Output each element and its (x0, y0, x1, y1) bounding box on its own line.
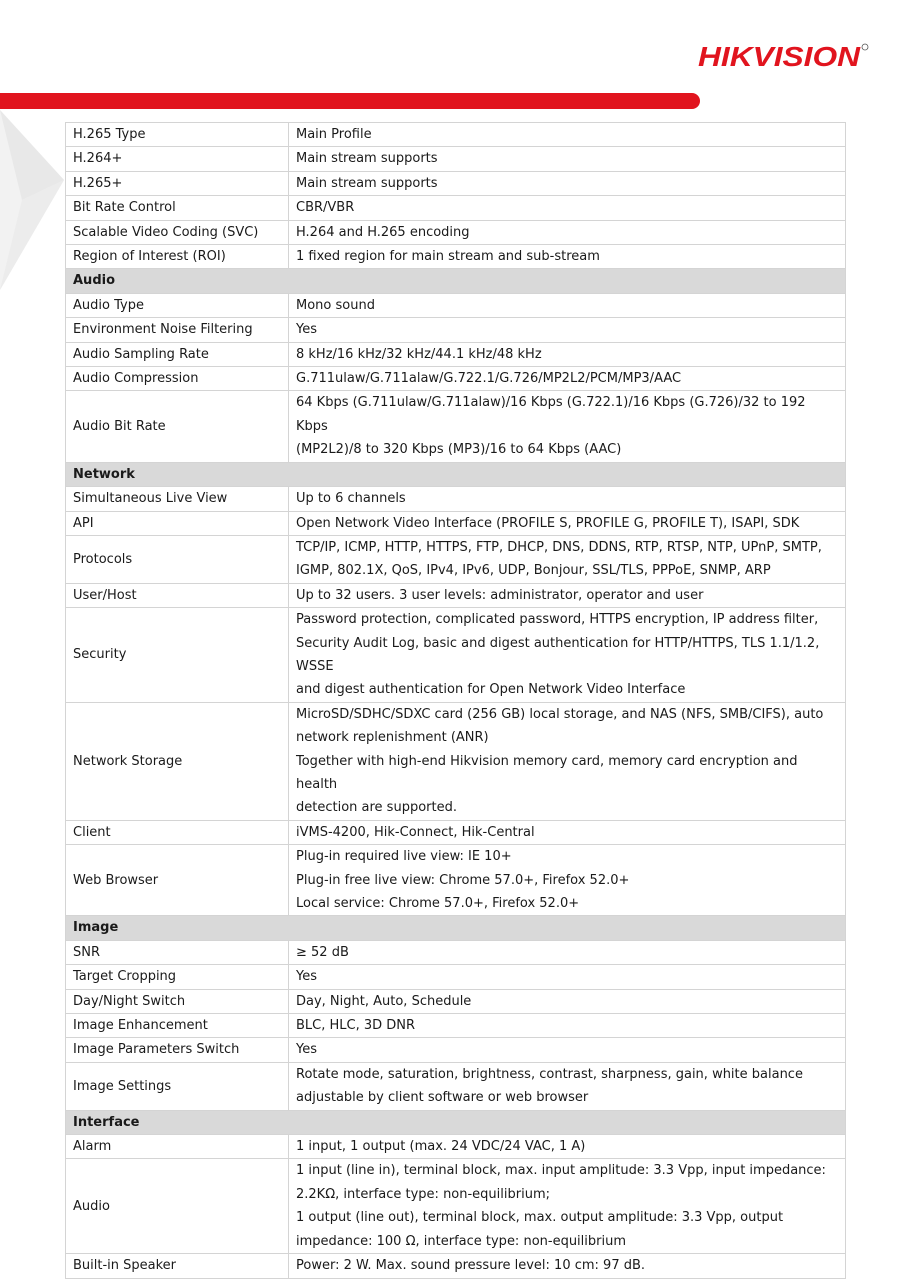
section-title: Audio (66, 269, 846, 293)
spec-value (289, 535, 846, 583)
spec-value-line: Password protection, complicated password, HTTPS encryption, IP address filter, (296, 612, 819, 628)
spec-label: H.265 Type (66, 123, 289, 147)
spec-label: API (66, 511, 289, 535)
spec-value-line: Main Profile (296, 127, 372, 142)
spec-value-line: and digest authentication for Open Network Video Interface (296, 682, 686, 698)
spec-row (66, 702, 846, 820)
hikvision-logo (698, 40, 870, 72)
spec-value-line: Open Network Video Interface (PROFILE S, PROFILE G, PROFILE T), ISAPI, SDK (296, 515, 800, 531)
spec-row (66, 511, 846, 535)
section-header-row (66, 462, 846, 486)
spec-value-line: Yes (296, 322, 317, 338)
spec-row (66, 1135, 846, 1159)
spec-row (66, 940, 846, 964)
spec-row (66, 487, 846, 511)
spec-row (66, 535, 846, 583)
spec-value-line: Plug-in free live view: Chrome 57.0+, Firefox 52.0+ (296, 872, 630, 888)
spec-row (66, 342, 846, 366)
spec-value-line: adjustable by client software or web browser (296, 1090, 589, 1106)
spec-label: Audio Sampling Rate (66, 342, 289, 366)
specification-table (65, 122, 846, 1279)
spec-value (289, 989, 846, 1013)
spec-value-line: IGMP, 802.1X, QoS, IPv4, IPv6, UDP, Bonjour, SSL/TLS, PPPoE, SNMP, ARP (296, 563, 771, 579)
spec-value-line: Together with high-end Hikvision memory card, memory card encryption and health (296, 753, 798, 792)
spec-label: Environment Noise Filtering (66, 318, 289, 342)
spec-value-line: ≥ 52 dB (296, 944, 349, 960)
spec-row (66, 1159, 846, 1254)
spec-row (66, 293, 846, 317)
spec-row (66, 1062, 846, 1110)
spec-label: User/Host (66, 583, 289, 607)
spec-value-line: impedance: 100 Ω, interface type: non-equilibrium (296, 1233, 627, 1249)
spec-value-line: detection are supported. (296, 800, 457, 816)
spec-label: Target Cropping (66, 965, 289, 989)
spec-value-line: H.264 and H.265 encoding (296, 224, 470, 240)
spec-value (289, 220, 846, 244)
spec-label: Web Browser (66, 845, 289, 916)
spec-label: H.265+ (66, 171, 289, 195)
spec-value-line: CBR/VBR (296, 200, 355, 216)
spec-row (66, 1014, 846, 1038)
spec-value-line: Yes (296, 1042, 317, 1058)
spec-row (66, 196, 846, 220)
spec-label: Image Settings (66, 1062, 289, 1110)
spec-row (66, 318, 846, 342)
spec-value (289, 1062, 846, 1110)
spec-label: Image Parameters Switch (66, 1038, 289, 1062)
spec-value (289, 391, 846, 462)
spec-value (289, 845, 846, 916)
spec-label: Image Enhancement (66, 1014, 289, 1038)
spec-value-line: Local service: Chrome 57.0+, Firefox 52.0+ (296, 896, 580, 911)
spec-value (289, 367, 846, 391)
section-title: Image (66, 916, 846, 940)
spec-row (66, 367, 846, 391)
spec-value-line: 1 input, 1 output (max. 24 VDC/24 VAC, 1 A) (296, 1139, 586, 1155)
spec-value (289, 1038, 846, 1062)
spec-row (66, 1254, 846, 1278)
spec-value-line: Up to 32 users. 3 user levels: administrator, operator and user (296, 587, 704, 603)
spec-value-line: Day, Night, Auto, Schedule (296, 993, 472, 1009)
spec-label: Audio (66, 1159, 289, 1254)
section-title: Interface (66, 1110, 846, 1134)
spec-value (289, 583, 846, 607)
spec-label: Audio Compression (66, 367, 289, 391)
spec-value-line: Security Audit Log, basic and digest authentication for HTTP/HTTPS, TLS 1.1/1.2, WSSE (296, 635, 820, 674)
spec-value (289, 965, 846, 989)
spec-row (66, 391, 846, 462)
section-header-row (66, 916, 846, 940)
spec-value (289, 293, 846, 317)
spec-label: Alarm (66, 1135, 289, 1159)
spec-value-line: Main stream supports (296, 175, 438, 191)
spec-value-line: 2.2KΩ, interface type: non-equilibrium; (296, 1186, 551, 1202)
spec-label: Region of Interest (ROI) (66, 245, 289, 269)
spec-value-line: Power: 2 W. Max. sound pressure level: 10 cm: 97 dB. (296, 1258, 646, 1274)
header-red-bar (0, 93, 700, 109)
spec-value (289, 123, 846, 147)
spec-value-line: network replenishment (ANR) (296, 730, 489, 746)
spec-row (66, 965, 846, 989)
spec-label: Day/Night Switch (66, 989, 289, 1013)
spec-row (66, 171, 846, 195)
spec-value (289, 702, 846, 820)
spec-row (66, 245, 846, 269)
spec-value-line: 1 output (line out), terminal block, max. output amplitude: 3.3 Vpp, output (296, 1210, 784, 1226)
spec-value-line: Main stream supports (296, 151, 438, 167)
spec-value (289, 1135, 846, 1159)
spec-value (289, 940, 846, 964)
spec-value (289, 608, 846, 703)
spec-label: Security (66, 608, 289, 703)
spec-label: H.264+ (66, 147, 289, 171)
spec-value-line: iVMS-4200, Hik-Connect, Hik-Central (296, 824, 535, 840)
spec-value-line: BLC, HLC, 3D DNR (296, 1018, 416, 1034)
spec-value (289, 171, 846, 195)
logo-text: HIKVISION (698, 41, 861, 72)
spec-label: Client (66, 820, 289, 844)
spec-value-line: Up to 6 channels (296, 491, 406, 507)
spec-value (289, 245, 846, 269)
registered-mark-icon (862, 44, 868, 50)
section-title: Network (66, 462, 846, 486)
spec-value-line: 1 input (line in), terminal block, max. input amplitude: 3.3 Vpp, input impedance: (296, 1163, 826, 1179)
spec-value-line: 64 Kbps (G.711ulaw/G.711alaw)/16 Kbps (G.722.1)/16 Kbps (G.726)/32 to 192 Kbps (296, 395, 806, 434)
section-header-row (66, 269, 846, 293)
spec-row (66, 820, 846, 844)
spec-row (66, 583, 846, 607)
spec-row (66, 220, 846, 244)
spec-value-line: Plug-in required live view: IE 10+ (296, 849, 512, 865)
spec-row (66, 147, 846, 171)
spec-label: Network Storage (66, 702, 289, 820)
spec-label: Built-in Speaker (66, 1254, 289, 1278)
spec-row (66, 845, 846, 916)
spec-value-line: Mono sound (296, 297, 375, 313)
spec-value (289, 1014, 846, 1038)
spec-value (289, 342, 846, 366)
spec-value (289, 318, 846, 342)
section-header-row (66, 1110, 846, 1134)
spec-value-line: 1 fixed region for main stream and sub-stream (296, 249, 600, 265)
spec-value-line: Rotate mode, saturation, brightness, contrast, sharpness, gain, white balance (296, 1066, 803, 1082)
spec-label: SNR (66, 940, 289, 964)
spec-value (289, 147, 846, 171)
spec-row (66, 123, 846, 147)
spec-row (66, 989, 846, 1013)
spec-value (289, 487, 846, 511)
spec-value (289, 1254, 846, 1278)
spec-label: Audio Type (66, 293, 289, 317)
spec-value-line: TCP/IP, ICMP, HTTP, HTTPS, FTP, DHCP, DNS, DDNS, RTP, RTSP, NTP, UPnP, SMTP, (296, 539, 822, 555)
spec-label: Protocols (66, 535, 289, 583)
spec-row (66, 1038, 846, 1062)
spec-value (289, 196, 846, 220)
spec-value-line: G.711ulaw/G.711alaw/G.722.1/G.726/MP2L2/PCM/MP3/AAC (296, 371, 682, 387)
decorative-background-shape (0, 108, 70, 298)
spec-value-line: 8 kHz/16 kHz/32 kHz/44.1 kHz/48 kHz (296, 346, 542, 362)
spec-value-line: Yes (296, 969, 317, 985)
spec-row (66, 608, 846, 703)
spec-label: Audio Bit Rate (66, 391, 289, 462)
spec-label: Simultaneous Live View (66, 487, 289, 511)
spec-value (289, 1159, 846, 1254)
spec-label: Scalable Video Coding (SVC) (66, 220, 289, 244)
spec-value (289, 511, 846, 535)
spec-value-line: MicroSD/SDHC/SDXC card (256 GB) local storage, and NAS (NFS, SMB/CIFS), auto (296, 706, 824, 722)
spec-value (289, 820, 846, 844)
spec-value-line: (MP2L2)/8 to 320 Kbps (MP3)/16 to 64 Kbps (AAC) (296, 442, 622, 458)
spec-label: Bit Rate Control (66, 196, 289, 220)
